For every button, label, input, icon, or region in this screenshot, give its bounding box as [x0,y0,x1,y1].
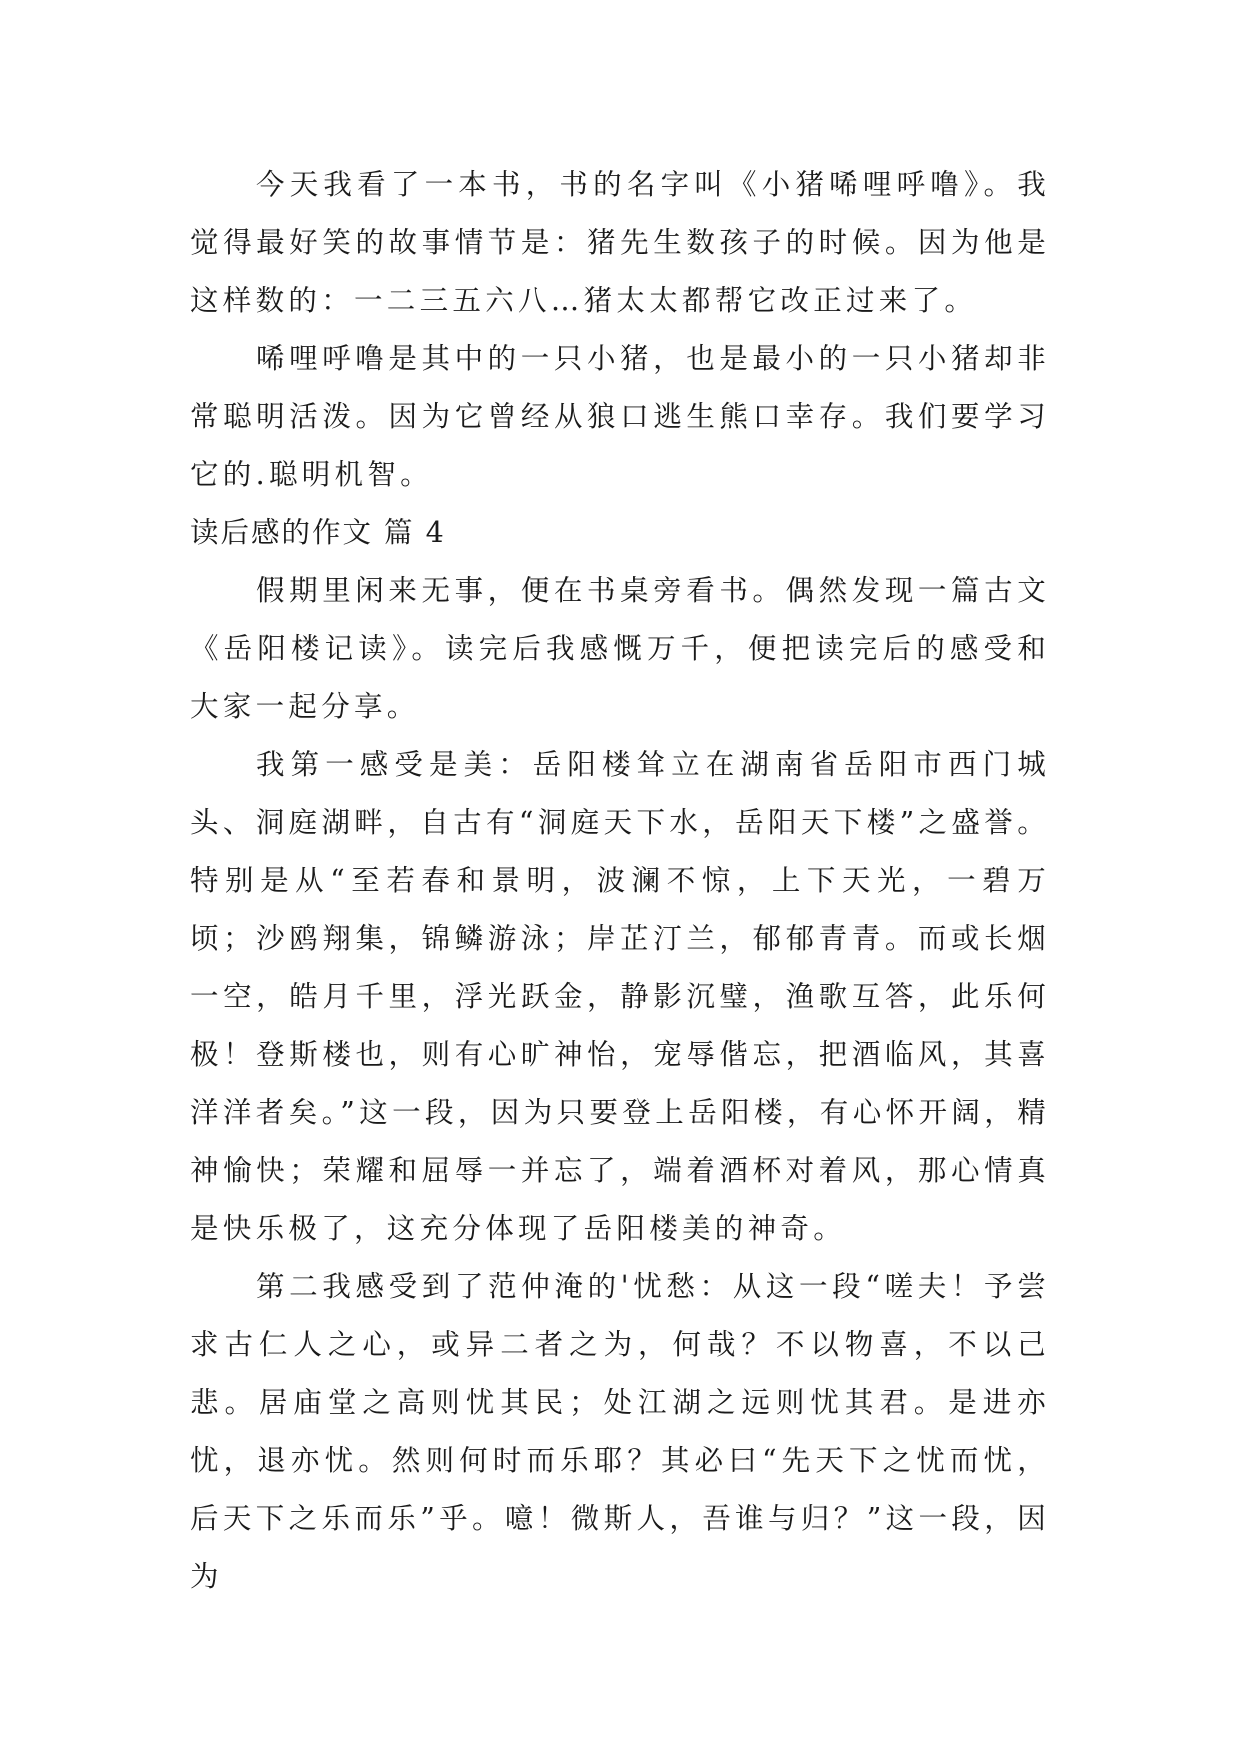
paragraph-4: 我第一感受是美：岳阳楼耸立在湖南省岳阳市西门城头、洞庭湖畔，自古有“洞庭天下水，岳阳天下楼”之盛誉。特别是从“至若春和景明，波澜不惊，上下天光，一碧万顷；沙鸥翔集，锦鳞游泳；岸芷汀兰，郁郁青青。而或长烟一空，皓月千里，浮光跃金，静影沉璧，渔歌互答，此乐何极！登斯楼也，则有心旷神怡，宠辱偕忘，把酒临风，其喜洋洋者矣。”这一段，因为只要登上岳阳楼，有心怀开阔，精神愉快；荣耀和屈辱一并忘了，端着酒杯对着风，那心情真是快乐极了，这充分体现了岳阳楼美的神奇。 [190,748,1050,1245]
paragraph-2: 唏哩呼噜是其中的一只小猪，也是最小的一只小猪却非常聪明活泼。因为它曾经从狼口逃生熊口幸存。我们要学习它的.聪明机智。 [190,342,1050,491]
paragraph-1: 今天我看了一本书，书的名字叫《小猪唏哩呼噜》。我觉得最好笑的故事情节是：猪先生数孩子的时候。因为他是这样数的：一二三五六八…猪太太都帮它改正过来了。 [190,168,1050,317]
section-heading: 读后感的作文 篇 4 [190,516,446,549]
paragraph-3: 假期里闲来无事，便在书桌旁看书。偶然发现一篇古文《岳阳楼记读》。读完后我感慨万千，便把读完后的感受和大家一起分享。 [190,574,1050,723]
document-page [190,156,1050,1606]
paragraph-5: 第二我感受到了范仲淹的'忧愁：从这一段“嗟夫！予尝求古仁人之心，或异二者之为，何哉？不以物喜，不以己悲。居庙堂之高则忧其民；处江湖之远则忧其君。是进亦忧，退亦忧。然则何时而乐耶？其必曰“先天下之忧而忧，后天下之乐而乐”乎。噫！微斯人，吾谁与归？”这一段，因为 [190,1270,1050,1593]
